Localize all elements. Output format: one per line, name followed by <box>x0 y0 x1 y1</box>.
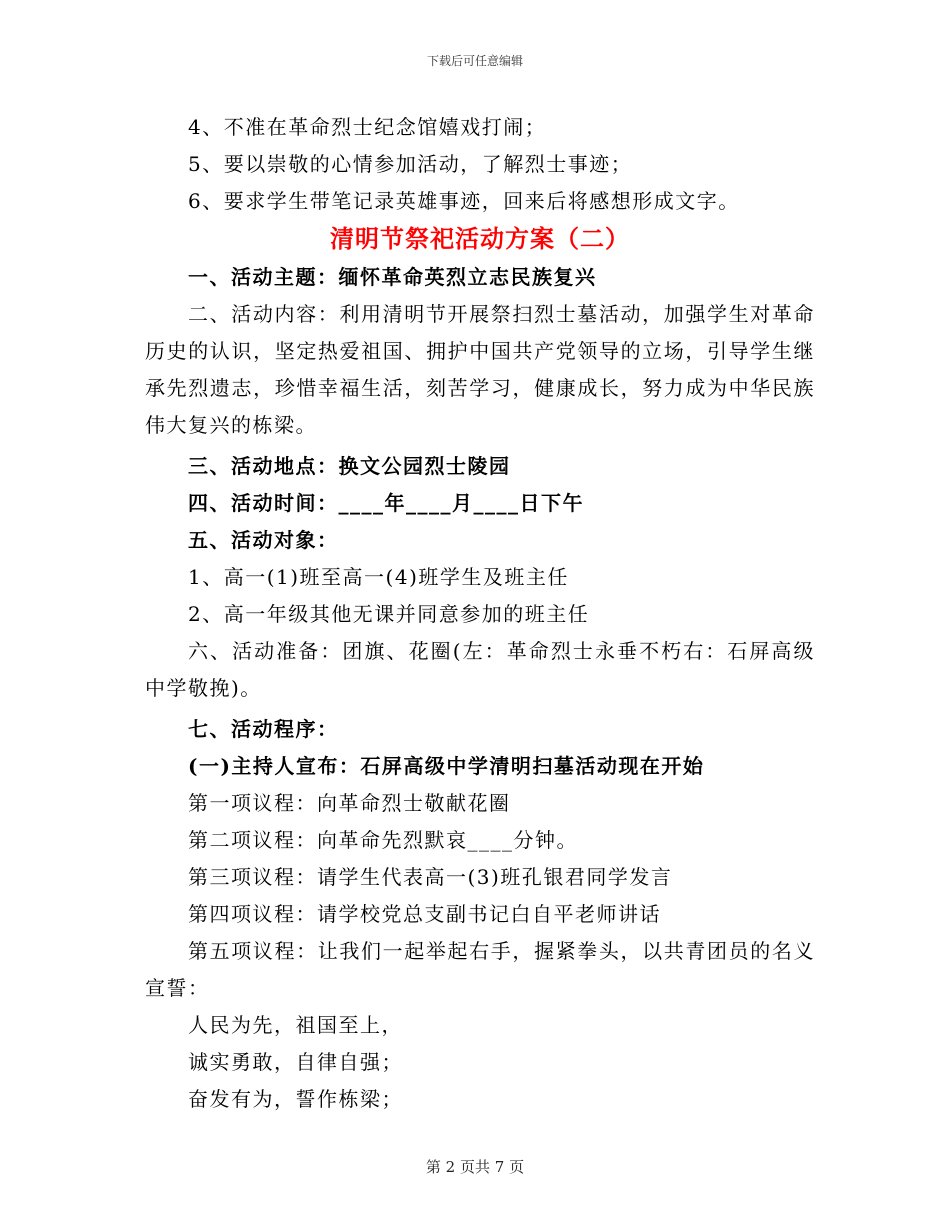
activity-preparation: 六、活动准备：团旗、花圈(左：革命烈士永垂不朽右：石屏高级中学敬挽)。 <box>145 639 815 700</box>
oath-line: 诚实勇敢，自律自强； <box>188 1050 403 1074</box>
section-title: 清明节祭祀活动方案（二） <box>330 224 630 253</box>
agenda-item: 第二项议程：向革命先烈默哀____分钟。 <box>188 828 578 852</box>
agenda-item: 第四项议程：请学校党总支副书记白自平老师讲话 <box>188 902 661 926</box>
activity-procedure-heading: 七、活动程序： <box>188 717 339 741</box>
activity-target-heading: 五、活动对象： <box>188 528 339 552</box>
document-body <box>145 109 815 1118</box>
agenda-item: 第一项议程：向革命烈士敬献花圈 <box>188 791 511 815</box>
oath-line: 人民为先，祖国至上， <box>188 1013 403 1037</box>
rule-item: 6、要求学生带笔记录英雄事迹，回来后将感想形成文字。 <box>188 189 740 213</box>
page-number: 第 2 页共 7 页 <box>425 1158 525 1176</box>
target-item: 2、高一年级其他无课并同意参加的班主任 <box>188 602 590 626</box>
activity-theme: 一、活动主题：缅怀革命英烈立志民族复兴 <box>188 265 597 289</box>
agenda-item: 第三项议程：请学生代表高一(3)班孔银君同学发言 <box>188 865 673 889</box>
activity-content: 二、活动内容：利用清明节开展祭扫烈士墓活动，加强学生对革命历史的认识，坚定热爱祖国、拥护中国共产党领导的立场，引导学生继承先烈遗志，珍惜幸福生活，刻苦学习，健康成长，努力成为中华民族伟大复兴的栋梁。 <box>145 302 815 437</box>
oath-line: 奋发有为，誓作栋梁； <box>188 1087 403 1111</box>
rule-item: 4、不准在革命烈士纪念馆嬉戏打闹； <box>188 115 547 139</box>
activity-location: 三、活动地点：换文公园烈士陵园 <box>188 454 511 478</box>
activity-time: 四、活动时间：____年____月____日下午 <box>188 491 584 515</box>
agenda-item-oath-intro: 第五项议程：让我们一起举起右手，握紧拳头，以共青团员的名义宣誓： <box>145 939 815 1000</box>
target-item: 1、高一(1)班至高一(4)班学生及班主任 <box>188 565 569 589</box>
rule-item: 5、要以崇敬的心情参加活动，了解烈士事迹； <box>188 152 633 176</box>
page-header-note: 下载后可任意编辑 <box>426 54 523 68</box>
procedure-announcement: (一)主持人宣布：石屏高级中学清明扫墓活动现在开始 <box>188 754 705 778</box>
